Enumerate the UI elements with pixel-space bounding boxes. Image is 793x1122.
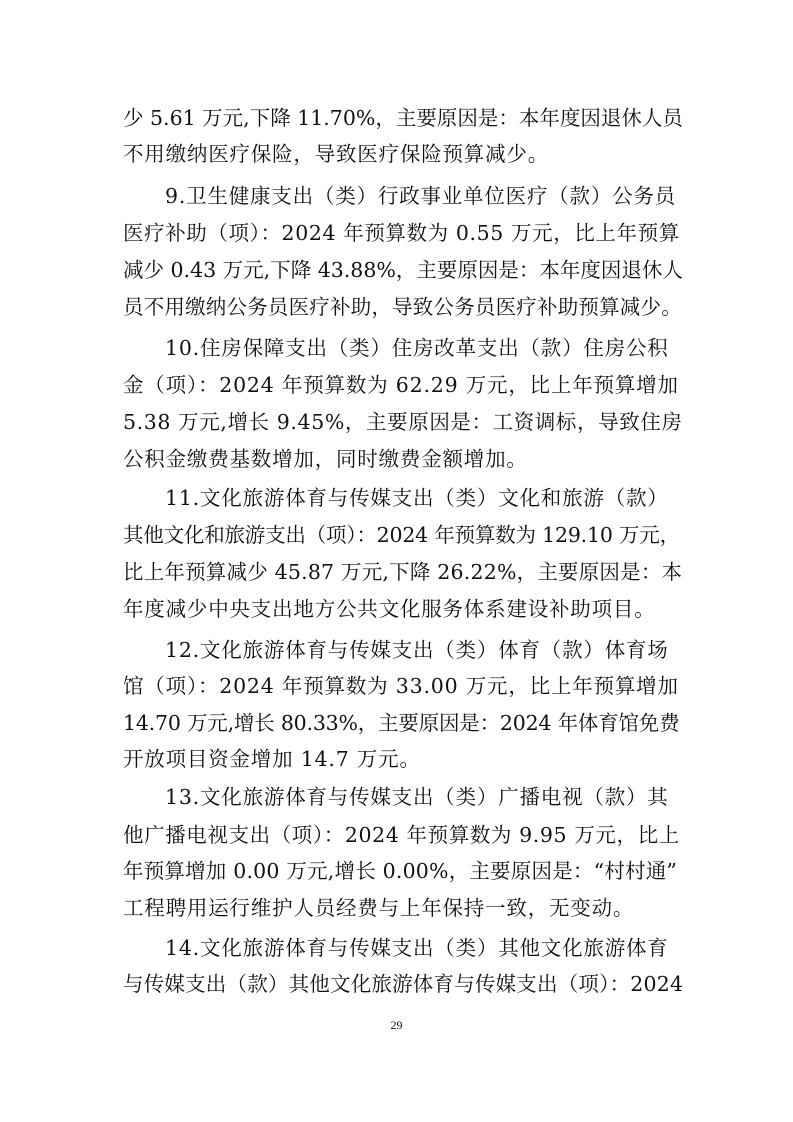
text-line: 12.文化旅游体育与传媒支出（类）体育（款）体育场	[165, 638, 669, 662]
text-line: 工程聘用运行维护人员经费与上年保持一致，无变动。	[123, 896, 635, 920]
text-line: 馆（项）：2024 年预算数为 33.00 万元，比上年预算增加	[123, 674, 679, 698]
text-line: 10.住房保障支出（类）住房改革支出（款）住房公积	[165, 336, 669, 360]
text-line: 公积金缴费基数增加，同时缴费金额增加。	[123, 447, 528, 471]
text-line: 金（项）：2024 年预算数为 62.29 万元，比上年预算增加	[123, 373, 679, 397]
text-line: 其他文化和旅游支出（项）：2024 年预算数为 129.10 万元，	[123, 523, 680, 547]
text-line: 13.文化旅游体育与传媒支出（类）广播电视（款）其	[165, 785, 669, 809]
text-line: 员不用缴纳公务员医疗补助，导致公务员医疗补助预算减少。	[123, 295, 682, 319]
text-line: 开放项目资金增加 14.7 万元。	[123, 747, 421, 771]
text-line: 5.38 万元,增长 9.45%，主要原因是：工资调标，导致住房	[123, 410, 683, 434]
text-line: 9.卫生健康支出（类）行政事业单位医疗（款）公务员	[165, 184, 677, 208]
text-line: 11.文化旅游体育与传媒支出（类）文化和旅游（款）	[165, 486, 669, 510]
text-line: 他广播电视支出（项）：2024 年预算数为 9.95 万元，比上	[123, 823, 680, 847]
text-line: 14.70 万元,增长 80.33%，主要原因是：2024 年体育馆免费	[123, 711, 680, 735]
text-line: 与传媒支出（款）其他文化旅游体育与传媒支出（项）：2024	[123, 972, 684, 996]
text-line: 年预算增加 0.00 万元,增长 0.00%，主要原因是：“村村通”	[123, 859, 678, 883]
text-line: 少 5.61 万元,下降 11.70%，主要原因是：本年度因退休人员	[123, 106, 683, 130]
text-line: 减少 0.43 万元,下降 43.88%，主要原因是：本年度因退休人	[123, 258, 683, 282]
text-line: 年度减少中央支出地方公共文化服务体系建设补助项目。	[123, 597, 656, 621]
text-line: 医疗补助（项）：2024 年预算数为 0.55 万元，比上年预算	[123, 221, 680, 245]
text-line: 14.文化旅游体育与传媒支出（类）其他文化旅游体育	[165, 936, 669, 960]
page-number: 29	[390, 1018, 403, 1032]
text-line: 比上年预算减少 45.87 万元,下降 26.22%，主要原因是：本	[123, 560, 683, 584]
text-line: 不用缴纳医疗保险，导致医疗保险预算减少。	[123, 142, 549, 166]
